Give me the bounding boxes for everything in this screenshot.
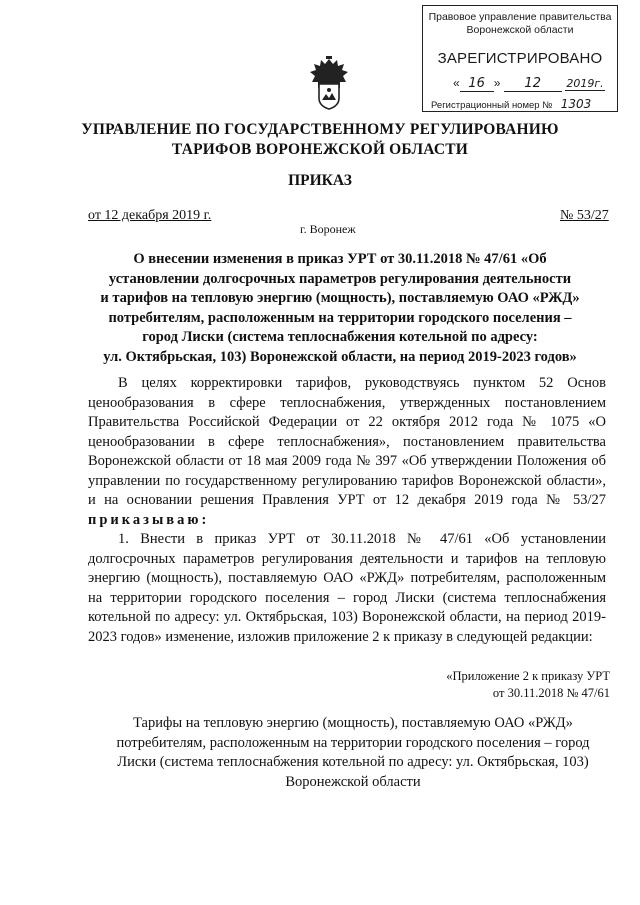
order-city: г. Воронеж [300, 222, 356, 236]
stamp-day: 16 [460, 76, 494, 92]
stamp-status: ЗАРЕГИСТРИРОВАНО [437, 50, 603, 67]
stamp-org-line1: Правовое управление правительства [428, 11, 612, 23]
appendix-line2: от 30.11.2018 № 47/61 [492, 686, 610, 700]
document-type: ПРИКАЗ [288, 172, 352, 189]
registration-stamp [422, 5, 618, 112]
stamp-org [423, 11, 617, 37]
preamble-text: В целях корректировки тарифов, руководствуясь пунктом 52 Основ ценообразования в сфере теплоснабжения, утвержденных постановлением Правительства Российской Федерации от 22 октября 2012 года № 1075 «О ценообразовании в сфере теплоснабжения», постановлением правительства Воронежской области от 18 мая 2009 года № 397 «Об утверждении Положения об управлении по государственному регулированию тарифов Воронежской области», и на основании решения Правления УРТ от 12 декабря 2019 года № 53/27 [88, 375, 606, 508]
agency-name-line1: УПРАВЛЕНИЕ ПО ГОСУДАРСТВЕННОМУ РЕГУЛИРОВАНИЮ [81, 121, 559, 138]
stamp-org-line2: Воронежской области [466, 24, 574, 36]
stamp-year: 2019г. [566, 77, 604, 90]
tariff-title: Тарифы на тепловую энергию (мощность), поставляемую ОАО «РЖД» потребителям, расположенным на территории городского поселения – город Лиски (система теплоснабжения котельной по адресу: ул. Октябрьская, 103) Воронежской области [116, 715, 590, 790]
order-subject: О внесении изменения в приказ УРТ от 30.11.2018 № 47/61 «Об установлении долгосрочных параметров регулирования деятельности и тарифов на тепловую энергию (мощность), поставляемую ОАО «РЖД» потребителям, расположенным на территории городского поселения – город Лиски (система теплоснабжения котельной по адресу: ул. Октябрьская, 103) Воронежской области, на период 2019-2023 годов» [100, 251, 580, 365]
stamp-date: « 16 » 12 2019г. [453, 76, 604, 91]
coat-of-arms-icon [304, 56, 354, 112]
agency-name-line2: ТАРИФОВ ВОРОНЕЖСКОЙ ОБЛАСТИ [171, 141, 469, 158]
appendix-reference [446, 668, 610, 702]
appendix-line1: «Приложение 2 к приказу УРТ [446, 669, 610, 683]
order-number: № 53/27 [560, 208, 609, 223]
stamp-reg-number [431, 97, 615, 112]
clause-1-paragraph: 1. Внести в приказ УРТ от 30.11.2018 № 47/61 «Об установлении долгосрочных параметров регулирования деятельности и тарифов на тепловую энергию (мощность), поставляемую ОАО «РЖД» потребителям, расположенным на территории городского поселения – город Лиски (система теплоснабжения котельной по адресу: ул. Октябрьская, 103) Воронежской области, на период 2019-2023 годов» изменение, изложив приложение 2 к приказу в следующей редакции: [88, 531, 606, 645]
stamp-reg-number-label: Регистрационный номер № [431, 100, 553, 111]
stamp-reg-number-value: 1303 [555, 97, 597, 112]
order-date: от 12 декабря 2019 г. [88, 208, 212, 223]
preamble-paragraph [88, 374, 606, 530]
agency-name [60, 120, 580, 160]
order-directive: приказываю: [88, 511, 210, 528]
stamp-month: 12 [504, 76, 562, 92]
